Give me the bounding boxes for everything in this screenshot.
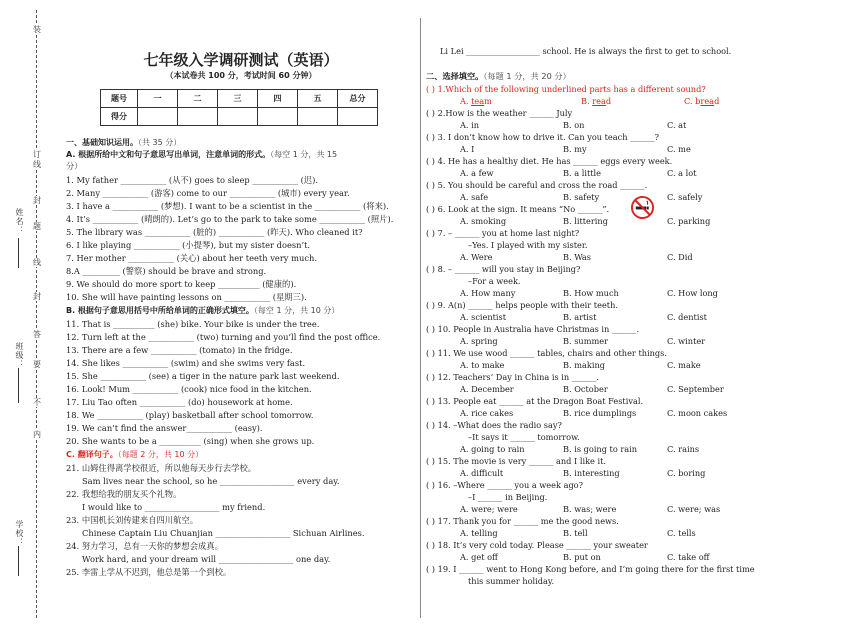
answer-blank[interactable]: ( ) [426,480,435,490]
part-b-title: B. 根据句子意思用括号中所给单词的正确形式填空。 [66,306,254,315]
seal-char: 封 [33,196,41,205]
answer-blank[interactable]: ( ) [426,372,435,382]
question-text: 16. –Where ______ you a week ago? [437,480,584,490]
mc-question-17 [426,516,619,527]
option-c[interactable]: C. Did [667,252,693,262]
question-5: 5. The library was ___________ (脏的) ___________ (昨天). Who cleaned it? [66,227,363,237]
option-a[interactable]: A. difficult [460,468,504,478]
option-b[interactable]: B. my [563,144,587,154]
mc-question-13 [426,396,643,407]
answer-blank[interactable]: ( ) [426,564,435,574]
option-a[interactable]: A. safe [460,192,489,202]
underlined-part: rea [700,96,715,106]
score-header-cell: 题号 [101,90,138,108]
right-column [426,0,856,628]
question-19: 19. We can’t find the answer___________ (easy). [66,423,263,433]
class-blank [18,368,19,403]
option-b[interactable]: B. Was [563,252,592,262]
option-a[interactable]: A. rice cakes [460,408,514,418]
question-text: 2.How is the weather ______ July [437,108,573,118]
option-c[interactable]: C. make [667,360,701,370]
seal-char: 要 [33,360,41,369]
binding-margin [0,0,60,628]
question-text: 14. –What does the radio say? [437,420,562,430]
question-11: 11. That is __________ (she) bike. Your bike is under the tree. [66,319,320,329]
score-header-cell: 三 [218,90,258,108]
option-b[interactable]: B. artist [563,312,597,322]
answer-blank[interactable]: ( ) [426,324,435,334]
option-c[interactable]: C. boring [667,468,706,478]
option-a[interactable]: A. were; were [460,504,518,514]
page-subtitle: （本试卷共 100 分，考试时间 60 分钟） [165,71,317,80]
question-10: 10. She will have painting lessons on ___________ (星期三). [66,292,307,302]
question-3: 3. I have a ___________ (梦想). I want to be a scientist in the ___________ (将来). [66,201,389,211]
part-c-note: （每题 2 分，共 10 分） [117,450,204,459]
option-b[interactable]: B. How much [563,288,619,298]
question-12: 12. Turn left at the ___________ (two) turning and you’ll find the post office. [66,332,381,342]
class-label: 班级： [15,342,24,369]
question-text: 18. It’s very cold today. Please ______ your sweater [437,540,648,550]
seal-char: 订 [33,150,41,159]
option-a[interactable]: A. Were [460,252,493,262]
part-b-heading [66,305,339,316]
option-a[interactable]: A. I [460,144,475,154]
answer-blank[interactable]: ( ) [426,456,435,466]
question-7: 7. Her mother ___________ (关心) about her teeth very much. [66,253,317,263]
option-a [460,96,492,107]
seal-char: 封 [33,292,41,301]
answer-blank[interactable]: ( ) [426,180,435,190]
score-header-cell: 二 [178,90,218,108]
option-a[interactable]: A. going to rain [460,444,525,454]
question-14: 14. She likes ___________ (swim) and she swims very fast. [66,358,306,368]
question-25-chinese: 25. 李雷上学从不迟到，他总是第一个到校。 [66,567,232,577]
mc-question-8 [426,264,580,275]
question-15: 15. She ___________ (see) a tiger in the nature park last weekend. [66,371,340,381]
mc-question-11 [426,348,667,359]
mc-question-7 [426,228,579,239]
option-b[interactable]: B. put on [563,552,601,562]
question-text: 13. People eat ______ at the Dragon Boat Festival. [437,396,644,406]
score-table-header-row [101,90,378,108]
score-row-label: 得分 [101,108,138,126]
score-cell[interactable] [178,108,218,126]
option-c[interactable]: C. a lot [667,168,697,178]
option-c[interactable]: C. me [667,144,691,154]
option-a[interactable]: A. smoking [460,216,507,226]
mc-question-19 [426,564,755,575]
option-a[interactable]: A. to make [460,360,505,370]
option-b[interactable]: B. summer [563,336,608,346]
seal-char: 装 [33,25,41,34]
option-b[interactable]: B. making [563,360,605,370]
question-text: 1.Which of the following underlined parts has a different sound? [437,84,706,94]
seal-char: 线 [33,160,41,169]
section-1-title: 一、基础知识运用。 [66,138,138,147]
school-blank [18,546,19,576]
question-text: 12. Teachers’ Day in China is in ______. [437,372,599,382]
question-2: 2. Many ___________ (游客) come to our ___________ (城市) every year. [66,188,350,198]
option-b[interactable]: B. safety [563,192,600,202]
score-cell[interactable] [138,108,178,126]
option-prefix: C. b [684,96,701,106]
question-24-chinese: 24. 努力学习，总有一天你的梦想会成真。 [66,541,223,551]
option-prefix: B. [581,96,593,106]
question-17: 17. Liu Tao often ___________ (do) housework at home. [66,397,293,407]
part-c-title: C. 翻译句子。 [66,450,118,459]
score-table [100,89,378,126]
question-subline: this summer holiday. [468,576,555,586]
answer-blank[interactable]: ( ) [426,540,435,550]
question-23-english: Chinese Captain Liu Chuanjian __________________ Sichuan Airlines. [82,528,365,538]
option-c[interactable]: C. How long [667,288,718,298]
question-22-chinese: 22. 我想给我的朋友买个礼物。 [66,489,182,499]
question-subline: –It says it ______ tomorrow. [468,432,580,442]
option-a[interactable]: A. get off [460,552,498,562]
part-a-title: A. 根据所给中文和句子意思写出单词，注意单词的形式。 [66,150,271,159]
seal-char: 题 [33,222,41,231]
question-subline: –I ______ in Beijing. [468,492,548,502]
question-text: 19. I ______ went to Hong Kong before, and I’m going there for the first time [437,564,755,574]
question-6: 6. I like playing ___________ (小提琴), but my sister doesn’t. [66,240,311,250]
question-16: 16. Look! Mum ___________ (cook) nice food in the kitchen. [66,384,312,394]
option-c[interactable]: C. September [667,384,724,394]
score-header-cell: 一 [138,90,178,108]
option-a[interactable]: A. December [460,384,514,394]
answer-blank[interactable]: ( ) [426,300,435,310]
score-cell[interactable] [258,108,298,126]
option-c[interactable]: C. dentist [667,312,707,322]
mc-question-14 [426,420,562,431]
option-b[interactable]: B. was; were [563,504,617,514]
question-text: 10. People in Australia have Christmas in ______. [437,324,640,334]
seal-char: 答 [33,330,41,339]
part-a-heading [66,149,337,160]
question-1: 1. My father ___________ (从不) goes to sleep ___________ (迟). [66,175,318,185]
mc-question-10 [426,324,639,335]
option-a[interactable]: A. scientist [460,312,507,322]
answer-blank[interactable]: ( ) [426,204,435,214]
binding-dashed-line [36,10,37,618]
question-text: 8. – ______ will you stay in Beijing? [437,264,581,274]
part-c-heading [66,449,203,460]
question-24-english: Work hard, and your dream will __________________ one day. [82,554,331,564]
answer-blank[interactable]: ( ) [426,132,435,142]
option-suffix: d [605,96,612,106]
option-b[interactable]: B. is going to rain [563,444,638,454]
option-a[interactable]: A. spring [460,336,498,346]
option-c[interactable]: C. moon cakes [667,408,728,418]
question-4: 4. It’s ___________ (晴朗的). Let’s go to the park to take some ___________ (照片). [66,214,394,224]
name-blank [18,238,19,268]
option-b[interactable]: B. October [563,384,608,394]
mc-question-3 [426,132,659,143]
question-21-chinese: 21. 山姆住得离学校很近，所以他每天步行去学校。 [66,463,257,473]
option-b[interactable]: B. littering [563,216,608,226]
part-a-note-cont: 分） [66,161,83,171]
section-1-note: （共 35 分） [138,138,182,147]
mc-question-1 [426,84,706,95]
answer-blank[interactable]: ( ) [426,228,435,238]
option-c [684,96,719,107]
question-9: 9. We should do more sport to keep __________ (健康的). [66,279,297,289]
seal-char: 不 [33,398,41,407]
question-13: 13. There are a few ___________ (tomato) in the fridge. [66,345,293,355]
seal-char: 内 [33,430,41,439]
answer-blank[interactable]: ( ) [426,264,435,274]
score-table-score-row [101,108,378,126]
answer-blank[interactable]: ( ) [426,420,435,430]
section-2-title: 二、选择填空。 [426,71,484,81]
option-c[interactable]: C. tells [667,528,696,538]
question-22-english: I would like to __________________ my friend. [82,502,266,512]
option-b [581,96,611,107]
option-prefix: A. [460,96,472,106]
mc-question-9 [426,300,618,311]
question-25-english: Li Lei __________________ school. He is always the first to get to school. [440,46,732,56]
question-subline: –For a week. [468,276,521,286]
mc-question-18 [426,540,648,551]
score-cell[interactable] [298,108,338,126]
option-c[interactable]: C. were; was [667,504,721,514]
mc-question-15 [426,456,606,467]
option-b[interactable]: B. on [563,120,585,130]
option-b[interactable]: B. tell [563,528,588,538]
option-suffix: m [484,96,492,106]
option-c[interactable]: C. safely [667,192,703,202]
question-23-chinese: 23. 中国机长刘传建来自四川航空。 [66,515,198,525]
mc-question-12 [426,372,599,383]
answer-blank[interactable]: ( ) [426,396,435,406]
question-text: 9. A(n) ______ helps people with their teeth. [437,300,618,310]
mc-question-5 [426,180,647,191]
option-c[interactable]: C. parking [667,216,711,226]
option-c[interactable]: C. rains [667,444,700,454]
answer-blank[interactable]: ( ) [426,108,435,118]
question-text: 3. I don’t know how to drive it. Can you teach ______? [437,132,660,142]
question-subline: –Yes. I played with my sister. [468,240,588,250]
mc-question-4 [426,156,672,167]
mc-question-2 [426,108,572,119]
left-column [66,0,416,628]
page-title: 七年级入学调研测试（英语） [143,51,339,69]
question-8: 8.A _________ (警察) should be brave and strong. [66,266,267,276]
question-18: 18. We ___________ (play) basketball after school tomorrow. [66,410,314,420]
answer-blank[interactable]: ( ) [426,348,435,358]
option-b[interactable]: B. interesting [563,468,620,478]
question-text: 11. We use wood ______ tables, chairs and other things. [437,348,667,358]
school-label: 学校： [15,520,24,547]
option-c[interactable]: C. at [667,120,687,130]
question-text: 17. Thank you for ______ me the good news. [437,516,619,526]
question-text: 4. He has a healthy diet. He has ______ eggs every week. [437,156,673,166]
part-b-note: （每空 1 分，共 10 分） [253,306,340,315]
question-text: 7. – ______ you at home last night? [437,228,580,238]
option-a[interactable]: A. a few [460,168,494,178]
question-20: 20. She wants to be a __________ (sing) when she grows up. [66,436,315,446]
seal-char: 线 [33,258,41,267]
no-smoking-icon [631,196,654,219]
option-b[interactable]: B. rice dumplings [563,408,637,418]
score-cell[interactable] [218,108,258,126]
section-2-note: （每题 1 分，共 20 分） [483,71,571,81]
option-b[interactable]: B. a little [563,168,601,178]
section-1-heading [66,137,181,148]
option-c[interactable]: C. take off [667,552,710,562]
score-header-cell: 五 [298,90,338,108]
score-cell[interactable] [338,108,378,126]
underlined-part: tea [471,96,485,106]
part-a-note: （每空 1 分，共 15 [270,150,338,159]
option-a[interactable]: A. in [460,120,480,130]
question-text: 15. The movie is very ______ and I like it. [437,456,606,466]
question-text: 6. Look at the sign. It means “No ______”. [437,204,610,214]
column-divider [420,18,421,618]
question-text: 5. You should be careful and cross the road ______. [437,180,648,190]
option-a[interactable]: A. telling [460,528,498,538]
score-header-cell: 四 [258,90,298,108]
answer-blank[interactable]: ( ) [426,84,435,94]
mc-question-6 [426,204,609,215]
name-label: 姓名： [15,208,24,235]
score-header-cell: 总分 [338,90,378,108]
option-suffix: d [714,96,720,106]
mc-question-16 [426,480,583,491]
answer-blank[interactable]: ( ) [426,516,435,526]
answer-blank[interactable]: ( ) [426,156,435,166]
underlined-part: rea [592,96,606,106]
question-21-english: Sam lives near the school, so he __________________ every day. [82,476,340,486]
option-a[interactable]: A. How many [460,288,516,298]
section-2-heading [426,71,571,82]
option-c[interactable]: C. winter [667,336,706,346]
